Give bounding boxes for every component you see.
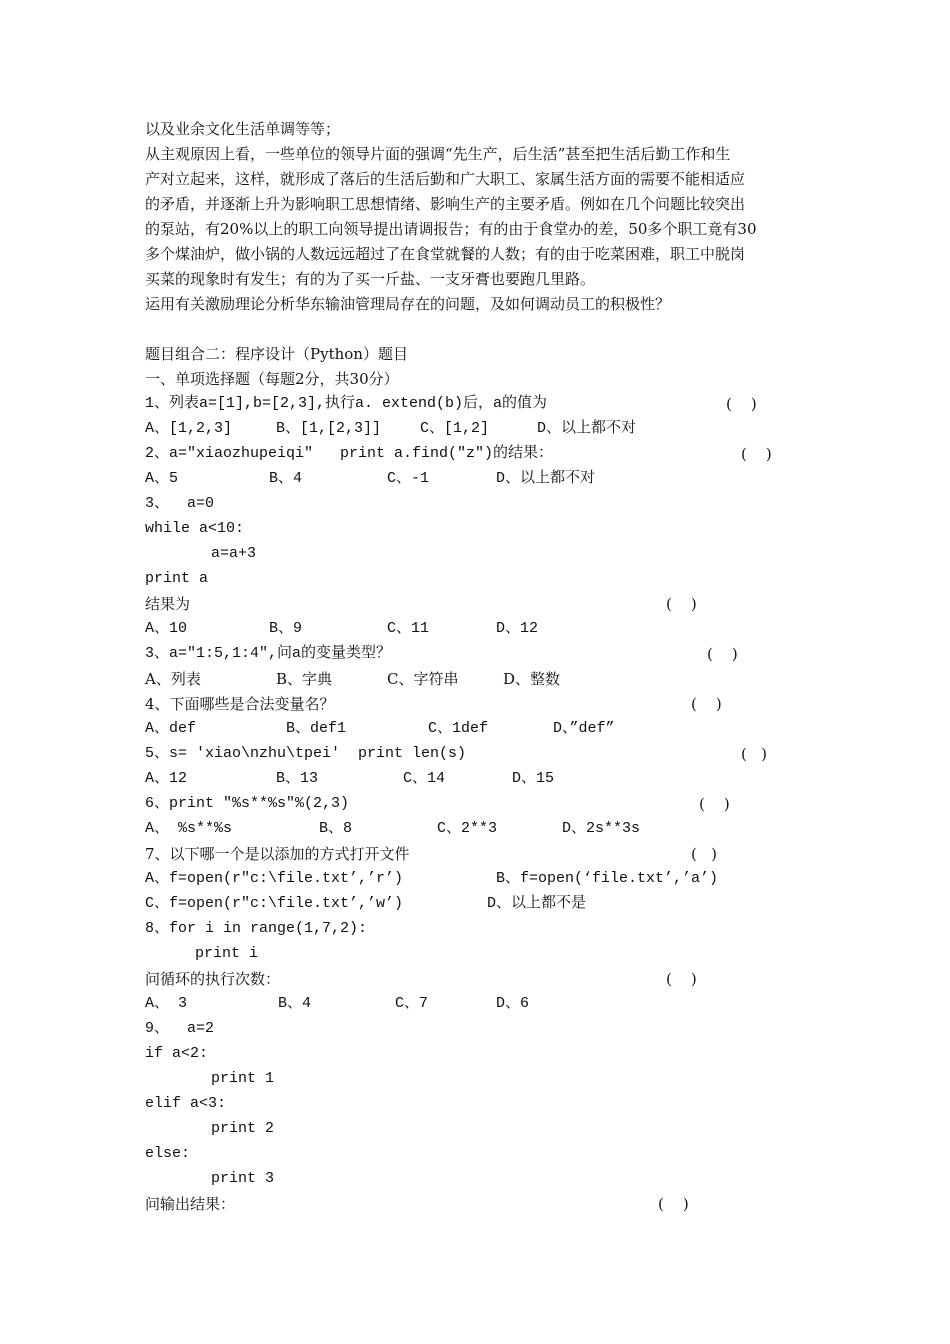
option-b: B、9: [269, 620, 303, 637]
intro-paragraph-2-line: 多个煤油炉，做小锅的人数远远超过了在食堂就餐的人数；有的由于吃菜困难，职工中脱岗: [145, 245, 746, 263]
option-d: D、15: [512, 770, 555, 787]
option-b: B、4: [269, 470, 303, 487]
answer-bracket: ( ): [699, 795, 730, 813]
question-6-stem: 6、print "%s**%s"%(2,3): [145, 795, 350, 812]
option-b: B、字典: [276, 670, 333, 688]
option-d: D、2s**3s: [562, 820, 641, 837]
question-1-stem: 1、列表a=[1],b=[2,3],执行a. extend(b)后，a的值为: [145, 395, 548, 412]
answer-bracket: ( ): [658, 1195, 689, 1213]
answer-bracket: ( ): [691, 845, 718, 863]
question-5-stem: 5、s= 'xiao\nzhu\tpei' print len(s): [145, 745, 467, 762]
option-a: A、def: [145, 720, 197, 737]
answer-bracket: ( ): [741, 745, 768, 763]
option-d: D、12: [496, 620, 539, 637]
intro-paragraph-2-line: 的矛盾，并逐渐上升为影响职工思想情绪、影响生产的主要矛盾。例如在几个问题比较突出: [145, 195, 746, 213]
option-c: C、-1: [387, 470, 430, 487]
option-a: A、列表: [145, 670, 201, 688]
case-question: 运用有关激励理论分析华东输油管理局存在的问题，及如何调动员工的积极性？: [145, 295, 671, 313]
option-a: A、12: [145, 770, 188, 787]
question-9-stem: 9、 a=2: [145, 1020, 215, 1037]
option-b: B、13: [276, 770, 319, 787]
option-a: A、5: [145, 470, 179, 487]
option-d: D、6: [496, 995, 530, 1012]
option-a: A、 %s**%s: [145, 820, 233, 837]
code-line: if a<2:: [145, 1045, 209, 1062]
option-c: C、14: [403, 770, 446, 787]
question-8-stem: 8、for i in range(1,7,2):: [145, 920, 368, 937]
option-c: C、字符串: [387, 670, 459, 688]
option-a: A、 3: [145, 995, 188, 1012]
option-c: C、1def: [428, 720, 489, 737]
code-line: print 2: [211, 1120, 275, 1137]
code-line: while a<10:: [145, 520, 245, 537]
option-c: C、[1,2]: [420, 420, 490, 437]
option-c: C、7: [395, 995, 429, 1012]
question-3b-stem: 3、a="1:5,1:4",问a的变量类型？: [145, 645, 392, 662]
code-line: a=a+3: [211, 545, 257, 562]
question-4-stem: 4、下面哪些是合法变量名？: [145, 695, 335, 713]
option-a: A、10: [145, 620, 188, 637]
answer-bracket: ( ): [666, 970, 697, 988]
code-line: elif a<3:: [145, 1095, 227, 1112]
option-b: B、f=open(‘file.txt’,’a’): [496, 870, 719, 887]
option-d: D、整数: [503, 670, 561, 688]
option-d: D、以上都不是: [487, 895, 587, 912]
intro-paragraph-2-line: 买菜的现象时有发生；有的为了买一斤盐、一支牙膏也要跑几里路。: [145, 270, 596, 288]
option-d: D、以上都不对: [537, 420, 637, 437]
question-7-stem: 7、以下哪一个是以添加的方式打开文件: [145, 845, 410, 863]
option-b: B、8: [319, 820, 353, 837]
option-b: B、4: [278, 995, 312, 1012]
code-line: print 3: [211, 1170, 275, 1187]
option-a: A、f=open(r"c:\file.txt’,’r’): [145, 870, 404, 887]
option-b: B、def1: [286, 720, 347, 737]
option-a: A、[1,2,3]: [145, 420, 233, 437]
code-line: print 1: [211, 1070, 275, 1087]
section-title: 题目组合二：程序设计（Python）题目: [145, 345, 408, 363]
intro-paragraph-2-line: 从主观原因上看，一些单位的领导片面的强调“先生产，后生活”甚至把生活后勤工作和生: [145, 145, 731, 163]
question-2-stem: 2、a="xiaozhupeiqi" print a.find("z")的结果：: [145, 445, 554, 462]
question-8-tail: 问循环的执行次数：: [145, 970, 281, 988]
intro-paragraph-2-line: 的泵站，有20%以上的职工向领导提出请调报告；有的由于食堂办的差，50多个职工竟有30: [145, 220, 757, 238]
answer-bracket: ( ): [666, 595, 697, 613]
question-3-stem: 3、 a=0: [145, 495, 215, 512]
intro-paragraph-1: 以及业余文化生活单调等等；: [145, 120, 341, 138]
question-9-tail: 问输出结果：: [145, 1195, 236, 1213]
part-title: 一、单项选择题（每题2分，共30分）: [145, 370, 399, 388]
option-c: C、11: [387, 620, 430, 637]
option-c: C、2**3: [437, 820, 498, 837]
code-line: print i: [195, 945, 259, 962]
option-d: D、”def”: [553, 720, 615, 737]
answer-bracket: ( ): [741, 445, 772, 463]
code-line: print a: [145, 570, 209, 587]
option-d: D、以上都不对: [496, 470, 596, 487]
option-c: C、f=open(r"c:\file.txt’,’w’): [145, 895, 404, 912]
answer-bracket: ( ): [691, 695, 722, 713]
intro-paragraph-2-line: 产对立起来，这样，就形成了落后的生活后勤和广大职工、家属生活方面的需要不能相适应: [145, 170, 746, 188]
option-b: B、[1,[2,3]]: [276, 420, 382, 437]
code-line: else:: [145, 1145, 191, 1162]
answer-bracket: ( ): [707, 645, 738, 663]
question-3-tail: 结果为: [145, 595, 191, 613]
answer-bracket: ( ): [726, 395, 757, 413]
